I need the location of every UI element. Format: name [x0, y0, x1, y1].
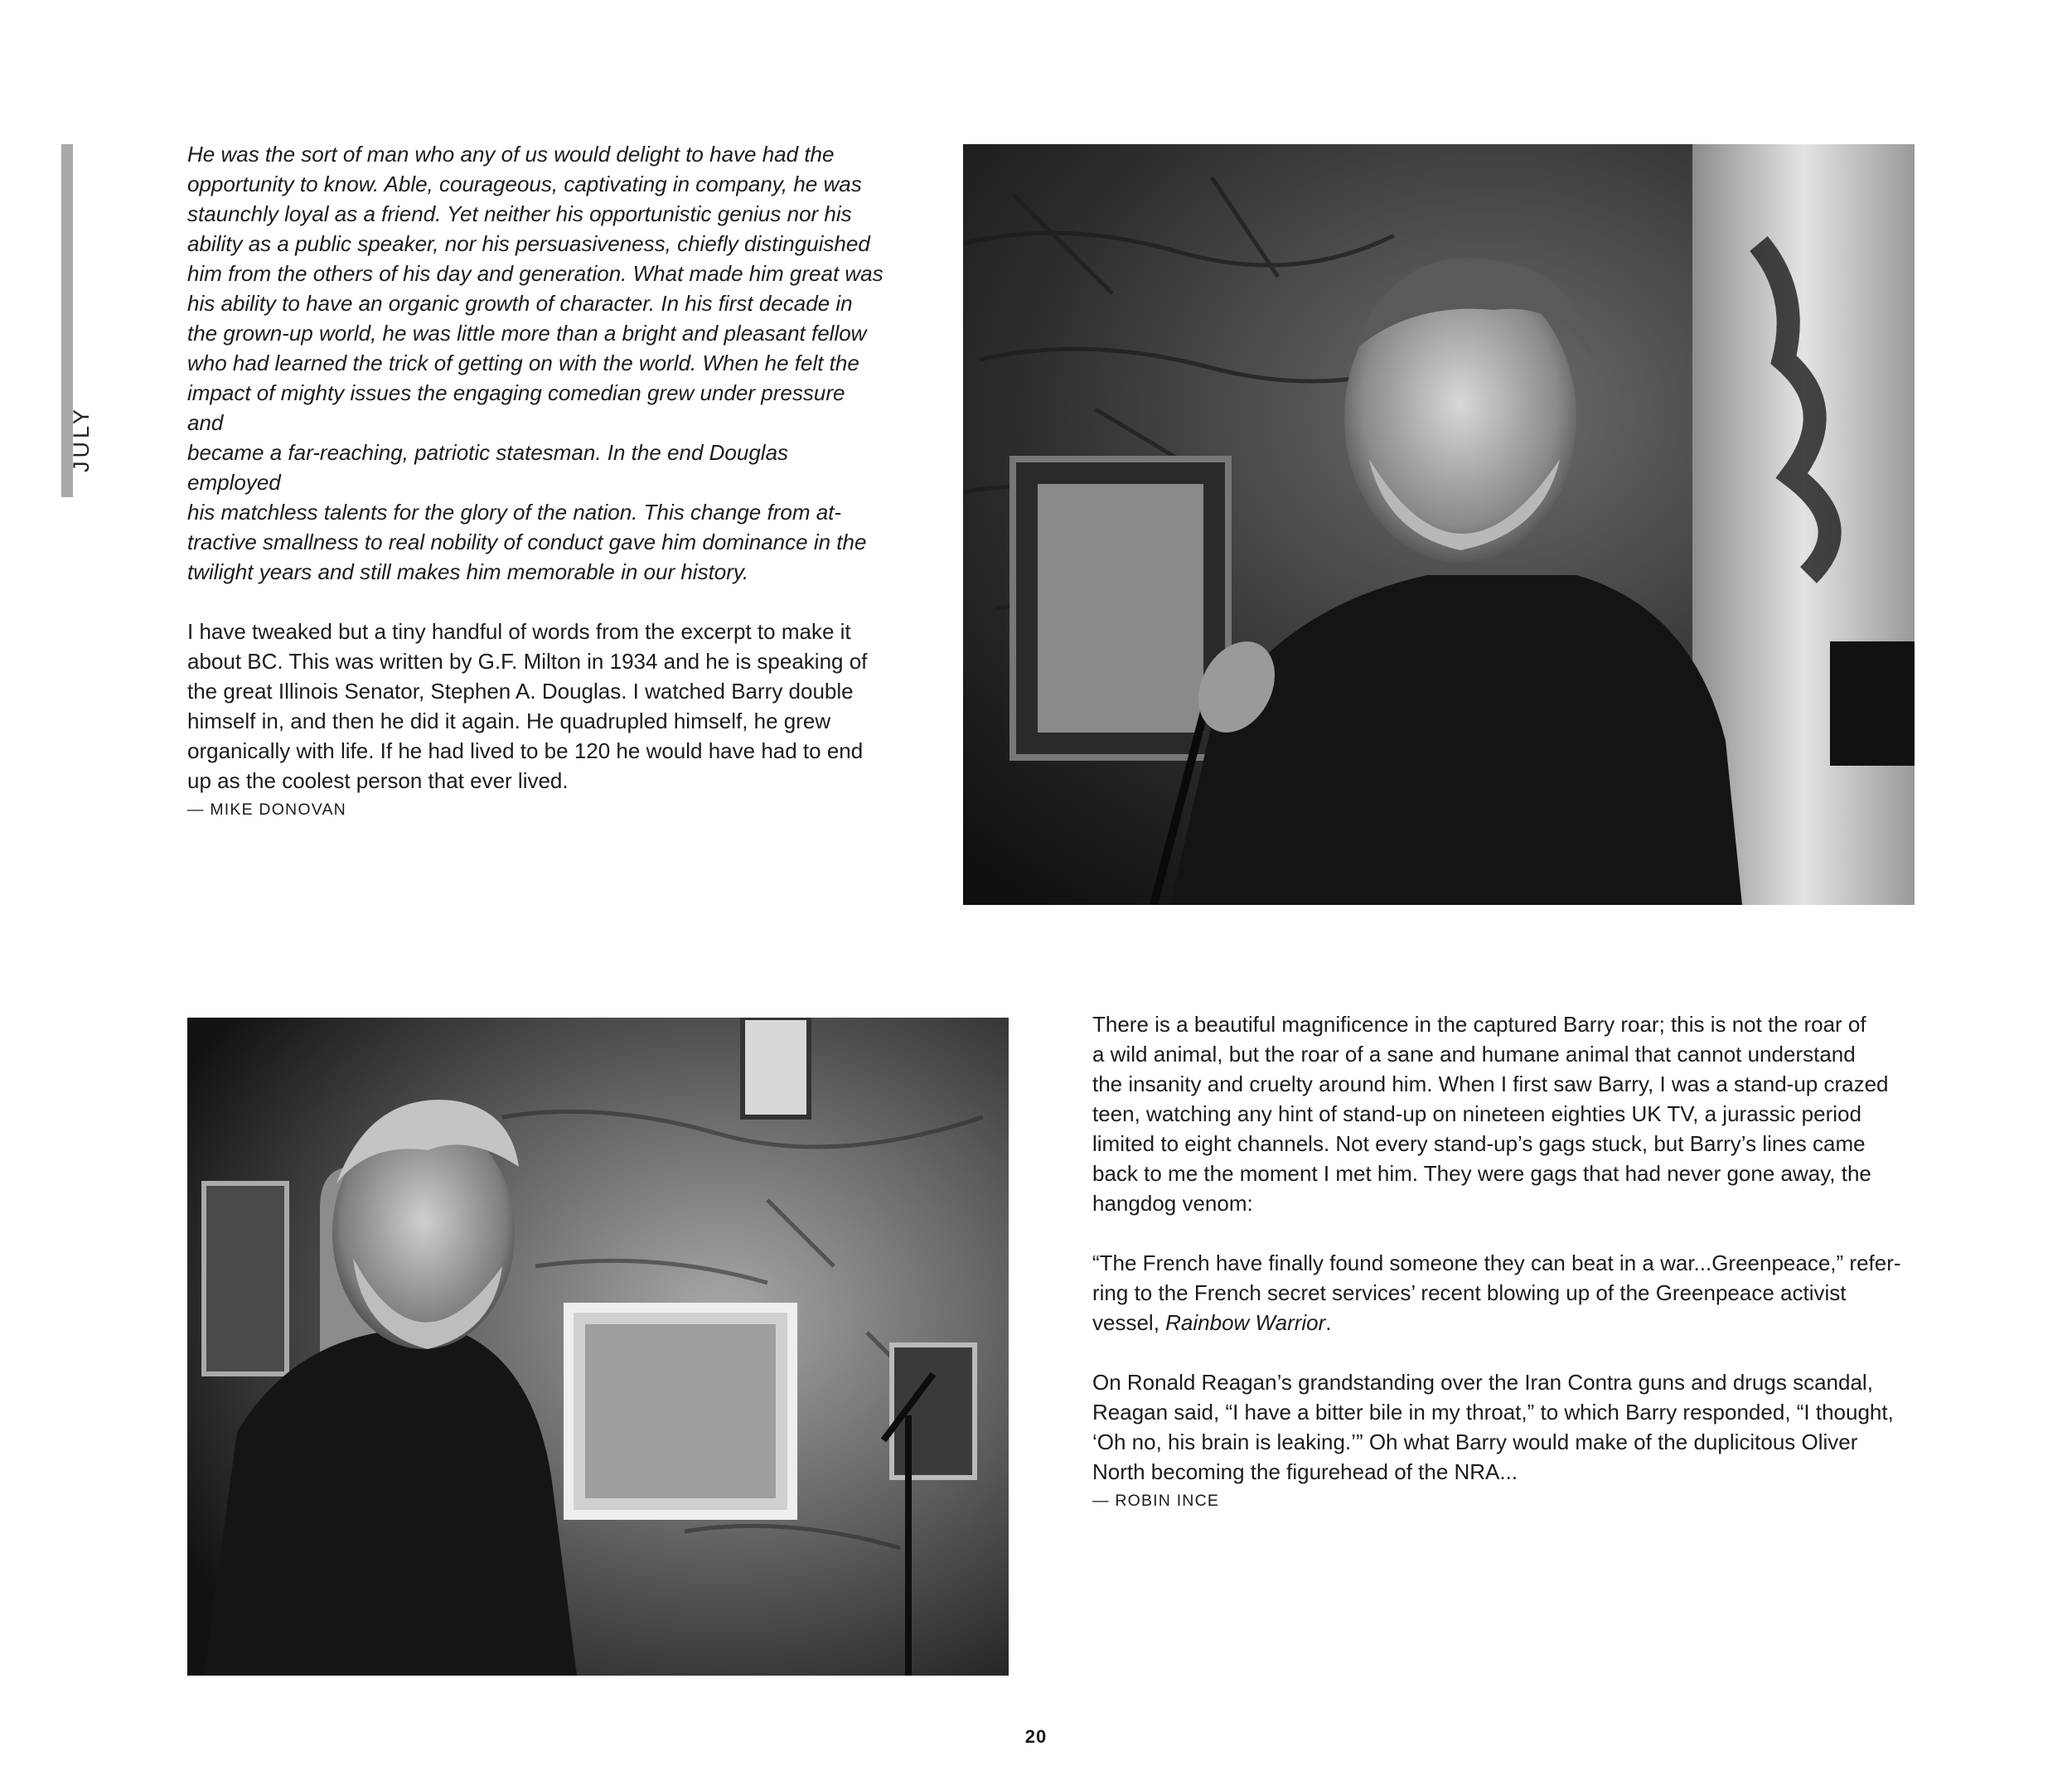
page-number: 20 [1024, 1726, 1048, 1747]
text-line: twilight years and still makes him memorable in our history. [187, 559, 749, 584]
text-line: I have tweaked but a tiny handful of words from the excerpt to make it [187, 619, 851, 644]
text-line: who had learned the trick of getting on with the world. When he felt the [187, 351, 859, 375]
text-line: ‘Oh no, his brain is leaking.’” Oh what Barry would make of the duplicitous Oliver [1092, 1429, 1858, 1454]
text-line: impact of mighty issues the engaging comedian grew under pressure and [187, 380, 845, 435]
photo-man-at-microphone [963, 144, 1915, 905]
text-line: the insanity and cruelty around him. When I first saw Barry, I was a stand-up crazed [1092, 1071, 1889, 1096]
byline: — MIKE DONOVAN [187, 801, 346, 819]
vessel-name: Rainbow Warrior [1165, 1310, 1326, 1335]
photo-man-singing [187, 1018, 1009, 1676]
text-line: became a far-reaching, patriotic statesman. In the end Douglas employed [187, 440, 789, 495]
bottom-right-text [1092, 1009, 1913, 1515]
text-line: the grown-up world, he was little more than a bright and pleasant fellow [187, 321, 867, 346]
text-line: “The French have finally found someone they can beat in a war...Greenpeace,” refer- [1092, 1250, 1901, 1275]
text-line: his matchless talents for the glory of the nation. This change from at- [187, 500, 842, 525]
top-left-text [187, 139, 884, 824]
text-line: He was the sort of man who any of us would delight to have had the [187, 142, 835, 167]
text-line: tractive smallness to real nobility of conduct gave him dominance in the [187, 530, 867, 554]
text-line [1092, 1308, 1913, 1338]
paragraph-2 [1092, 1248, 1913, 1338]
month-label: JULY [69, 405, 94, 472]
text-line: teen, watching any hint of stand-up on nineteen eighties UK TV, a jurassic period [1092, 1101, 1861, 1126]
paragraph-1 [1092, 1009, 1913, 1218]
text-line: limited to eight channels. Not every stand-up’s gags stuck, but Barry’s lines came [1092, 1131, 1866, 1156]
text-line: ring to the French secret services’ recent blowing up of the Greenpeace activist [1092, 1280, 1847, 1305]
text-line: him from the others of his day and generation. What made him great was [187, 261, 884, 286]
text-line: opportunity to know. Able, courageous, captivating in company, he was [187, 172, 862, 196]
byline: — ROBIN INCE [1092, 1492, 1220, 1510]
text-line: On Ronald Reagan’s grandstanding over the Iran Contra guns and drugs scandal, [1092, 1370, 1873, 1395]
text-line: about BC. This was written by G.F. Milton in 1934 and he is speaking of [187, 649, 868, 674]
body-paragraph [187, 617, 884, 796]
text-line: There is a beautiful magnificence in the captured Barry roar; this is not the roar of [1092, 1012, 1866, 1037]
text-line: staunchly loyal as a friend. Yet neither his opportunistic genius nor his [187, 201, 852, 226]
text-span: . [1325, 1310, 1332, 1335]
text-line: Reagan said, “I have a bitter bile in my throat,” to which Barry responded, “I thought, [1092, 1400, 1894, 1425]
text-line: a wild animal, but the roar of a sane and humane animal that cannot understand [1092, 1042, 1856, 1067]
text-line: the great Illinois Senator, Stephen A. Douglas. I watched Barry double [187, 679, 854, 704]
text-line: hangdog venom: [1092, 1191, 1253, 1216]
text-line: organically with life. If he had lived to be 120 he would have had to end [187, 738, 864, 763]
text-line: North becoming the figurehead of the NRA... [1092, 1459, 1518, 1484]
text-span: vessel, [1092, 1310, 1166, 1335]
text-line: himself in, and then he did it again. He quadrupled himself, he grew [187, 709, 831, 733]
text-line: ability as a public speaker, nor his persuasiveness, chiefly distinguished [187, 231, 870, 256]
paragraph-3 [1092, 1367, 1913, 1487]
text-line: back to me the moment I met him. They were gags that had never gone away, the [1092, 1161, 1871, 1186]
text-line: up as the coolest person that ever lived. [187, 768, 569, 793]
text-line: his ability to have an organic growth of character. In his first decade in [187, 291, 853, 316]
quote-excerpt [187, 139, 884, 587]
